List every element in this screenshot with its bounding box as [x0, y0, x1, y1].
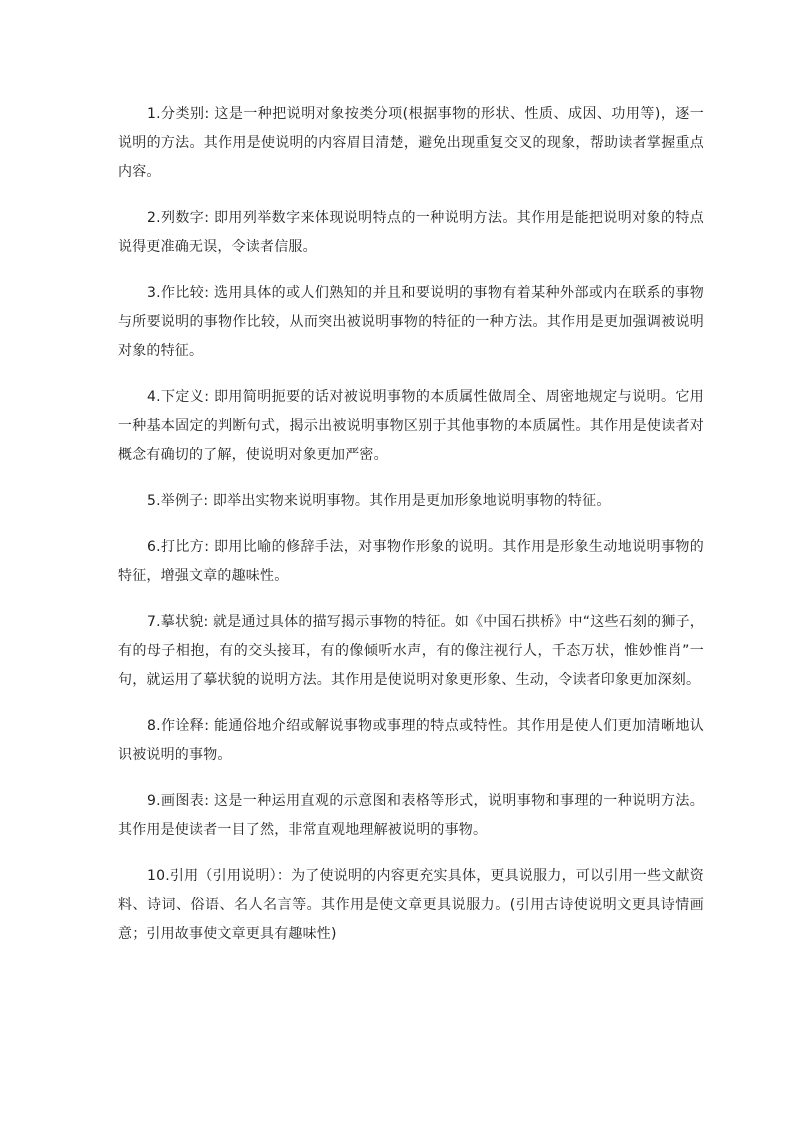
paragraph-citation: 10.引用（引用说明）：为了使说明的内容更充实具体，更具说服力，可以引用一些文献资料、诗词、俗语、名人名言等。其作用是使文章更具说服力。(引用古诗使说明文更具诗情画意；引用故事使文章更具有趣味性): [118, 868, 704, 942]
paragraph-classification: 1.分类别: 这是一种把说明对象按类分项(根据事物的形状、性质、成因、功用等)，逐一说明的方法。其作用是使说明的内容眉目清楚，避免出现重复交叉的现象，帮助读者掌握重点内容。: [118, 106, 704, 180]
paragraph-explanation: 8.作诠释: 能通俗地介绍或解说事物或事理的特点或特性。其作用是使人们更加清晰地认识被说明的事物。: [118, 718, 704, 763]
paragraph-description: 7.摹状貌: 就是通过具体的描写揭示事物的特征。如《中国石拱桥》中“这些石刻的狮子，有的母子相抱，有的交头接耳，有的像倾听水声，有的像注视行人，千态万状，惟妙惟肖”一句，就运用了摹状貌的说明方法。其作用是使说明对象更形象、生动，令读者印象更加深刻。: [118, 614, 704, 688]
paragraph-analogy: 6.打比方: 即用比喻的修辞手法，对事物作形象的说明。其作用是形象生动地说明事物的特征，增强文章的趣味性。: [118, 539, 704, 584]
paragraph-comparison: 3.作比较: 选用具体的或人们熟知的并且和要说明的事物有着某种外部或内在联系的事物与所要说明的事物作比较，从而突出被说明事物的特征的一种方法。其作用是更加强调被说明对象的特征。: [118, 285, 704, 359]
paragraph-definition: 4.下定义: 即用简明扼要的话对被说明事物的本质属性做周全、周密地规定与说明。它用一种基本固定的判断句式，揭示出被说明事物区别于其他事物的本质属性。其作用是使读者对概念有确切的了解，使说明对象更加严密。: [118, 389, 704, 463]
paragraph-examples: 5.举例子: 即举出实物来说明事物。其作用是更加形象地说明事物的特征。: [147, 493, 611, 509]
paragraph-charts: 9.画图表: 这是一种运用直观的示意图和表格等形式，说明事物和事理的一种说明方法。其作用是使读者一目了然，非常直观地理解被说明的事物。: [118, 793, 704, 838]
paragraph-numbers: 2.列数字: 即用列举数字来体现说明特点的一种说明方法。其作用是能把说明对象的特点说得更准确无误，令读者信服。: [118, 210, 704, 255]
document-body: [118, 100, 704, 966]
